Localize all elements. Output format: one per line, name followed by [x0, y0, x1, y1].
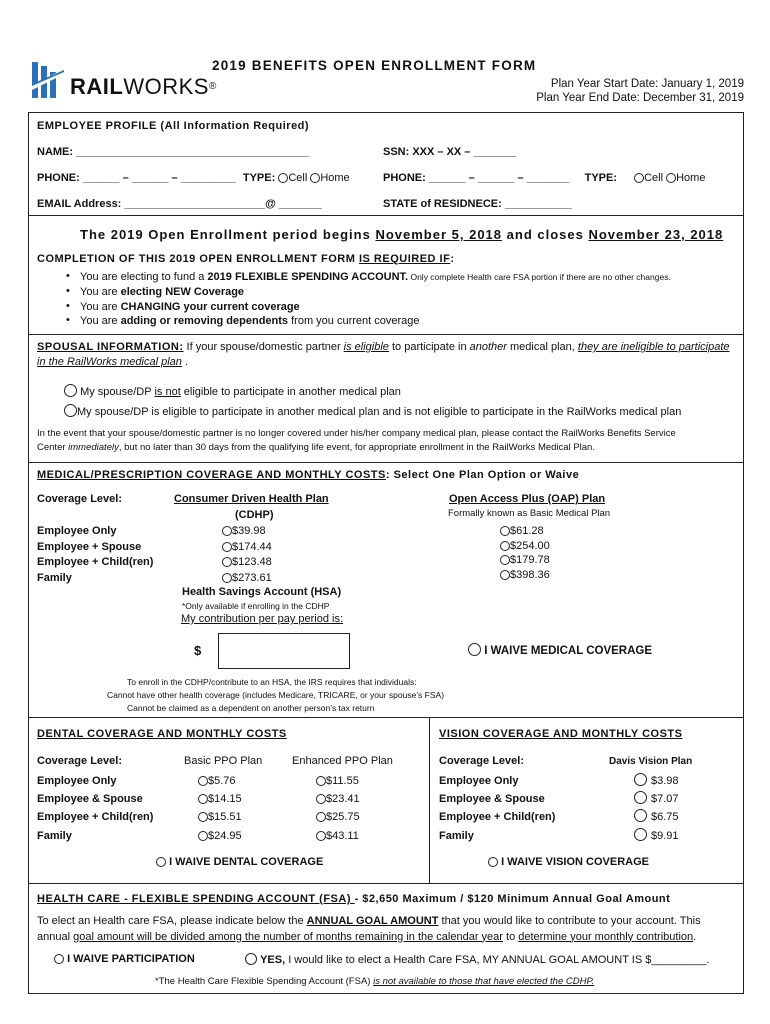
elect-fsa[interactable]: [245, 953, 709, 966]
state-field[interactable]: STATE of RESIDNECE: ___________: [383, 198, 573, 210]
plan-end-date: Plan Year End Date: December 31, 2019: [536, 92, 744, 104]
dent-level-2: Employee + Child(ren): [37, 811, 154, 824]
spouse-option-1[interactable]: [64, 384, 401, 398]
ssn-field[interactable]: SSN: XXX – XX – _______: [383, 146, 517, 158]
hsa-req-3: Cannot be claimed as a dependent on another person’s tax return: [127, 703, 375, 713]
completion-heading-u: IS REQUIRED IF: [358, 253, 451, 265]
radio-icon[interactable]: [634, 809, 647, 822]
fsa-text: [37, 914, 737, 945]
type1-label: TYPE:: [242, 172, 276, 184]
logo-works: WORKS: [123, 74, 209, 99]
spousal-note: [37, 427, 747, 455]
dental-coverage-level: Coverage Level:: [37, 755, 122, 767]
vision-option-0[interactable]: [634, 772, 679, 790]
period-mid: and closes: [502, 227, 589, 242]
cdhp-price-1: $174.44: [232, 540, 272, 553]
waive-vision[interactable]: [488, 856, 649, 868]
completion-list: [60, 270, 750, 329]
cdhp-option-3[interactable]: [222, 571, 272, 587]
spousal-t4: another: [469, 341, 507, 353]
period-end: November 23, 2018: [588, 227, 724, 242]
med-level-1: Employee + Spouse: [37, 540, 142, 553]
spousal-note-2-pre: Center: [37, 442, 69, 453]
dental-levels: [37, 772, 153, 845]
dent-level-0: Employee Only: [37, 775, 117, 787]
enrollment-period: [80, 227, 723, 242]
vis-level-1: Employee & Spouse: [439, 793, 545, 806]
elect-fsa-text: I would like to elect a Health Care FSA, MY ANNUAL GOAL AMOUNT IS $_________.: [285, 954, 710, 966]
hsa-requirements: [107, 676, 444, 715]
radio-icon[interactable]: [500, 555, 510, 565]
opt2-text: My spouse/DP is eligible to participate in another medical plan and is not eligible to participate in the RailWorks medical plan: [77, 406, 682, 418]
phone2-cell-label: Cell: [644, 172, 664, 184]
fsa-l2-u: goal amount will be divided among the number of months remaining in the calendar year: [73, 930, 503, 943]
vis-level-2: Employee + Child(ren): [439, 811, 556, 824]
waive-dental[interactable]: [156, 856, 323, 868]
dental-enh-price-3: $43.11: [326, 829, 359, 842]
medical-heading-u: MEDICAL/PRESCRIPTION COVERAGE AND MONTHLY COSTS: [37, 469, 386, 481]
oap-option-1[interactable]: [500, 539, 550, 554]
medical-heading: [37, 469, 579, 481]
phone2-cell-radio[interactable]: [634, 173, 644, 183]
list-item: [60, 270, 750, 285]
plan-start-date: Plan Year Start Date: January 1, 2019: [550, 78, 744, 90]
spousal-t3: to participate in: [388, 341, 470, 353]
medical-coverage-level: Coverage Level:: [37, 493, 122, 505]
fsa-l1-pre: To elect an Health care FSA, please indicate below the: [37, 915, 307, 927]
logo-rail: RAIL: [70, 74, 124, 99]
fsa-l1-bold: ANNUAL GOAL AMOUNT: [306, 915, 439, 927]
radio-icon[interactable]: [156, 857, 166, 867]
cdhp-options: [222, 524, 272, 586]
med-level-3: Family: [37, 571, 72, 584]
vision-options: [634, 772, 679, 845]
radio-icon[interactable]: [222, 542, 232, 552]
b3-pre: You are: [80, 300, 121, 313]
dental-basic-option-1[interactable]: [198, 790, 242, 808]
vision-plan-title: Davis Vision Plan: [609, 756, 693, 767]
vision-option-3[interactable]: [634, 827, 679, 845]
oap-options: [500, 524, 550, 582]
fsa-l1-post: that you would like to contribute to your account. This: [438, 915, 701, 927]
cdhp-sub: (CDHP): [235, 509, 274, 521]
waive-fsa-label: I WAIVE PARTICIPATION: [67, 953, 195, 965]
b4-post: from you current coverage: [288, 315, 420, 328]
logo-reg: ®: [208, 81, 217, 92]
fsa-l2-pre: annual: [37, 930, 74, 943]
spousal-t5: medical plan,: [506, 341, 578, 353]
vision-price-1: $7.07: [651, 793, 679, 806]
fsa-l2-u2: determine your monthly contribution: [518, 930, 694, 943]
cdhp-option-0[interactable]: [222, 524, 272, 540]
dental-enh-title: Enhanced PPO Plan: [292, 755, 393, 767]
dental-basic-title: Basic PPO Plan: [184, 755, 263, 767]
completion-heading-post: :: [450, 253, 455, 265]
waive-fsa[interactable]: [54, 953, 195, 965]
cdhp-price-3: $273.61: [232, 571, 272, 584]
phone2-home-radio[interactable]: [666, 173, 676, 183]
dent-level-3: Family: [37, 829, 72, 842]
vis-level-3: Family: [439, 829, 474, 842]
completion-heading: [37, 253, 454, 265]
completion-heading-pre: COMPLETION OF THIS 2019 OPEN ENROLLMENT FORM: [37, 253, 359, 265]
dental-enh-option-2[interactable]: [316, 808, 360, 826]
logo-mark-icon: [28, 60, 68, 100]
list-item: [60, 285, 750, 300]
radio-icon[interactable]: [500, 570, 510, 580]
spouse-option-2[interactable]: [64, 404, 681, 418]
oap-price-0: $61.28: [510, 525, 544, 537]
dental-basic-price-1: $14.15: [208, 793, 242, 806]
phone1-field[interactable]: PHONE: ______ – ______ – _________: [37, 172, 236, 184]
radio-icon[interactable]: [198, 776, 208, 786]
spousal-heading: SPOUSAL INFORMATION:: [37, 341, 184, 353]
name-field[interactable]: NAME: ______________________________________: [37, 146, 309, 158]
oap-price-1: $254.00: [510, 539, 550, 552]
vision-price-3: $9.91: [651, 829, 679, 842]
cdhp-option-2[interactable]: [222, 555, 272, 571]
vision-price-2: $6.75: [651, 811, 679, 824]
medical-levels: [37, 524, 153, 586]
fsa-footnote: [155, 976, 594, 987]
fsa-l2-mid: to: [502, 930, 519, 943]
hsa-title: Health Savings Account (HSA): [182, 586, 342, 598]
hsa-contrib-label: My contribution per pay period is:: [181, 613, 344, 625]
spousal-note-2-i: immediately: [68, 442, 119, 453]
dental-basic-options: [198, 772, 242, 845]
radio-icon[interactable]: [222, 573, 232, 583]
opt1-pre: My spouse/DP: [80, 386, 155, 398]
oap-option-0[interactable]: [500, 524, 550, 539]
hsa-dollar: $: [194, 643, 202, 658]
dental-enh-price-2: $25.75: [326, 811, 360, 824]
opt1-post: eligible to participate in another medical plan: [180, 386, 401, 398]
vision-price-0: $3.98: [651, 775, 679, 787]
waive-medical-label: I WAIVE MEDICAL COVERAGE: [484, 645, 653, 657]
radio-icon[interactable]: [316, 794, 326, 804]
dental-basic-option-3[interactable]: [198, 827, 242, 845]
oap-option-3[interactable]: [500, 568, 550, 583]
phone1-cell-label: Cell: [288, 172, 308, 184]
radio-icon[interactable]: [468, 643, 481, 656]
cdhp-price-0: $39.98: [232, 525, 266, 537]
period-begin: November 5, 2018: [375, 227, 503, 242]
oap-title: Open Access Plus (OAP) Plan: [449, 493, 606, 505]
b4-pre: You are: [80, 315, 121, 328]
fsa-heading-post: - $2,650 Maximum / $120 Minimum Annual Goal Amount: [354, 893, 671, 905]
dental-enh-options: [316, 772, 360, 845]
fsa-heading-u: HEALTH CARE - FLEXIBLE SPENDING ACCOUNT (FSA): [37, 893, 355, 905]
b2-pre: You are: [80, 285, 121, 298]
radio-icon[interactable]: [316, 776, 326, 786]
radio-icon[interactable]: [245, 953, 257, 965]
phone2-row: [383, 172, 705, 184]
spousal-text: [37, 340, 737, 370]
radio-icon[interactable]: [634, 828, 647, 841]
spousal-t2: is eligible: [343, 341, 389, 353]
elect-fsa-yes: YES,: [260, 954, 286, 966]
phone1-home-radio[interactable]: [310, 173, 320, 183]
cdhp-price-2: $123.48: [232, 556, 272, 568]
waive-vision-label: I WAIVE VISION COVERAGE: [501, 856, 649, 868]
med-level-2: Employee + Child(ren): [37, 556, 154, 568]
b4-bold: adding or removing dependents: [120, 315, 289, 328]
radio-icon[interactable]: [500, 526, 510, 536]
radio-icon[interactable]: [198, 831, 208, 841]
radio-icon[interactable]: [222, 526, 232, 536]
vis-level-0: Employee Only: [439, 775, 519, 787]
radio-icon[interactable]: [634, 773, 647, 786]
waive-medical[interactable]: [468, 643, 652, 657]
radio-icon[interactable]: [316, 831, 326, 841]
radio-icon[interactable]: [222, 557, 232, 567]
vision-option-2[interactable]: [634, 808, 679, 826]
dental-basic-price-2: $15.51: [208, 811, 242, 824]
vision-levels: [439, 772, 555, 845]
dental-enh-option-3[interactable]: [316, 827, 360, 845]
phone2-field[interactable]: PHONE: ______ – ______ – _______: [383, 172, 570, 184]
b1-note: Only complete Health care FSA portion if there are no other changes.: [408, 272, 671, 282]
dental-enh-price-0: $11.55: [326, 775, 359, 787]
b3-bold: CHANGING your current coverage: [120, 300, 300, 313]
radio-icon[interactable]: [488, 857, 498, 867]
dent-level-1: Employee & Spouse: [37, 793, 143, 806]
period-pre: The 2019 Open Enrollment period begins: [80, 227, 376, 242]
fsa-foot-pre: *The Health Care Flexible Spending Account (FSA): [155, 976, 374, 987]
cdhp-option-1[interactable]: [222, 540, 272, 556]
phone1-cell-radio[interactable]: [278, 173, 288, 183]
hsa-note: *Only available if enrolling in the CDHP: [182, 601, 330, 611]
waive-dental-label: I WAIVE DENTAL COVERAGE: [169, 856, 324, 868]
b2-bold: electing NEW Coverage: [120, 285, 245, 298]
vision-coverage-level: Coverage Level:: [439, 755, 524, 767]
hsa-amount-input[interactable]: [218, 633, 350, 669]
dental-enh-option-1[interactable]: [316, 790, 360, 808]
radio-icon[interactable]: [500, 541, 510, 551]
dental-basic-option-0[interactable]: [198, 772, 242, 790]
b1-bold: 2019 FLEXIBLE SPENDING ACCOUNT.: [207, 271, 409, 283]
spousal-t1: If your spouse/domestic partner: [183, 341, 344, 353]
hsa-req-2: Cannot have other health coverage (includes Medicare, TRICARE, or your spouse’s FSA): [107, 690, 445, 700]
profile-heading: EMPLOYEE PROFILE (All Information Required): [37, 120, 310, 132]
vision-option-1[interactable]: [634, 790, 679, 808]
form-title: 2019 BENEFITS OPEN ENROLLMENT FORM: [212, 58, 537, 73]
email-field[interactable]: EMAIL Address: _______________________@ _______: [37, 198, 322, 210]
vision-heading: VISION COVERAGE AND MONTHLY COSTS: [439, 728, 683, 740]
dental-enh-price-1: $23.41: [326, 793, 360, 806]
cdhp-title: Consumer Driven Health Plan: [174, 493, 329, 505]
spousal-t7: .: [181, 356, 189, 368]
dental-basic-price-3: $24.95: [208, 829, 242, 842]
hsa-req-1: To enroll in the CDHP/contribute to an HSA, the IRS requires that individuals:: [127, 677, 417, 687]
fsa-l2-post: .: [693, 930, 697, 943]
oap-option-2[interactable]: [500, 553, 550, 568]
radio-icon[interactable]: [316, 812, 326, 822]
oap-price-2: $179.78: [510, 554, 550, 566]
phone1-row: [37, 172, 350, 184]
spouse-option-2-radio[interactable]: [64, 404, 77, 417]
dental-basic-option-2[interactable]: [198, 808, 242, 826]
spousal-note-2-post: , but no later than 30 days from the qualifying life event, for appropriate enrollment in the RailWorks Medical Plan.: [118, 442, 595, 453]
radio-icon[interactable]: [634, 791, 647, 804]
phone1-home-label: Home: [320, 172, 350, 184]
radio-icon[interactable]: [54, 954, 64, 964]
oap-price-3: $398.36: [510, 568, 550, 581]
spousal-t6: they are ineligible to participate in the RailWorks medical plan: [37, 341, 730, 368]
opt1-u: is not: [154, 386, 181, 398]
dental-heading: DENTAL COVERAGE AND MONTHLY COSTS: [37, 728, 287, 740]
dental-enh-option-0[interactable]: [316, 772, 360, 790]
medical-heading-post: : Select One Plan Option or Waive: [385, 469, 580, 481]
spouse-option-1-radio[interactable]: [64, 384, 77, 397]
phone2-home-label: Home: [676, 172, 706, 184]
b1-pre: You are electing to fund a: [80, 271, 208, 283]
radio-icon[interactable]: [198, 812, 208, 822]
list-item: [60, 300, 750, 315]
dental-basic-price-0: $5.76: [208, 775, 236, 787]
fsa-foot-i: is not available to those that have elected the CDHP.: [373, 976, 595, 987]
oap-sub: Formally known as Basic Medical Plan: [448, 508, 611, 519]
med-level-0: Employee Only: [37, 525, 117, 537]
railworks-logo: [28, 60, 218, 102]
spousal-note-1: In the event that your spouse/domestic partner is no longer covered under his/her company medical plan, please contact the RailWorks Benefits Service: [37, 428, 676, 439]
radio-icon[interactable]: [198, 794, 208, 804]
type2-label: TYPE:: [584, 172, 618, 184]
fsa-heading: [37, 893, 670, 905]
list-item: [60, 314, 750, 329]
